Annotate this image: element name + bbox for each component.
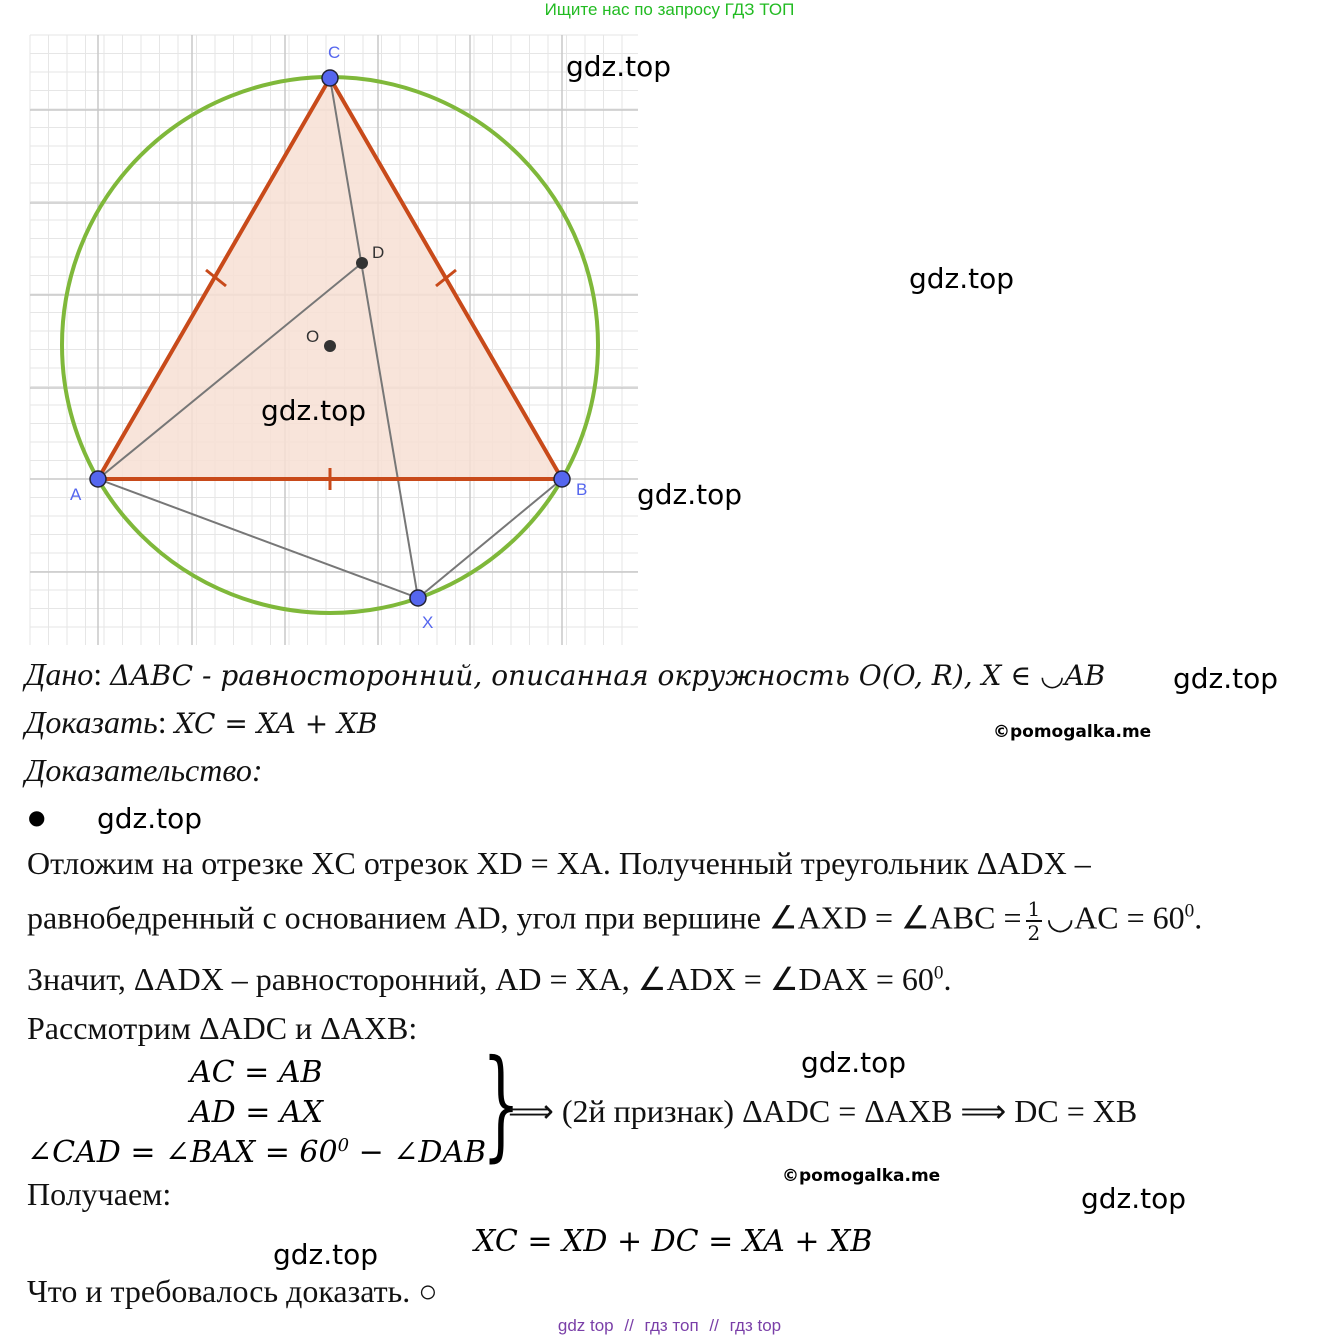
watermark-5: gdz.top [1173, 662, 1279, 695]
system-line-3 [27, 1135, 486, 1170]
label-c: C [328, 43, 341, 62]
footer-links [0, 1316, 1339, 1336]
watermark-6: gdz.top [97, 802, 203, 835]
geometry-figure [0, 0, 660, 650]
point-x [410, 590, 426, 606]
fraction-one-half [1026, 898, 1043, 944]
watermark-4: gdz.top [637, 478, 743, 511]
point-o [324, 340, 336, 352]
prove-body: XC = XA + XB [174, 707, 378, 740]
segment-bx [418, 479, 562, 598]
given-label: Дано [25, 656, 94, 692]
label-a: A [70, 485, 82, 504]
system-line-1: AC = AB [190, 1055, 323, 1090]
proof-line-2-end: ◡AC = 60 [1046, 899, 1185, 936]
system-line-3-start: ∠CAD = ∠BAX = 60 [27, 1135, 338, 1170]
period-2: . [943, 961, 952, 997]
right-brace: } [482, 1035, 521, 1174]
result-line: XC = XD + DC = XA + XB [474, 1224, 873, 1259]
watermark-3: gdz.top [261, 394, 367, 427]
fraction-denominator: 2 [1027, 921, 1041, 945]
footer-link-2[interactable]: гдз топ [644, 1316, 699, 1335]
system-line-2: AD = AX [190, 1095, 323, 1130]
given-body: ΔABC - равносторонний, описанная окружность O(O, R), X ∈ ◡AB [110, 659, 1106, 692]
prove-label: Доказать [25, 704, 158, 740]
watermark-8: gdz.top [1081, 1182, 1187, 1215]
degree-sup-1: 0 [1184, 900, 1195, 922]
proof-label: Доказательство: [25, 752, 263, 788]
system-line-3-end: − ∠DAB [349, 1135, 487, 1170]
label-d: D [372, 243, 385, 262]
proof-line-3 [27, 960, 951, 998]
label-o: O [306, 327, 320, 346]
proof-line-3-body: Значит, ΔADX – равносторонний, AD = XA, ∠ADX = ∠DAX = 60 [27, 961, 934, 997]
footer-link-3[interactable]: гдз top [729, 1316, 782, 1335]
prove-line: Доказать: XC = XA + XB [25, 704, 378, 740]
footer-sep-2: // [709, 1316, 719, 1335]
watermark-2: gdz.top [909, 262, 1015, 295]
bullet: ● [28, 805, 46, 829]
proof-line-2 [27, 898, 1202, 944]
implication-line: ⟹ (2й признак) ΔADC = ΔAXB ⟹ DC = XB [508, 1093, 1138, 1129]
label-x: X [422, 613, 434, 632]
proof-line-5: Получаем: [27, 1176, 172, 1212]
watermark-9: gdz.top [273, 1238, 379, 1271]
point-d [356, 257, 368, 269]
fraction-numerator: 1 [1027, 897, 1041, 921]
top-banner[interactable]: Ищите нас по запросу ГДЗ ТОП [544, 0, 795, 19]
period-1: . [1194, 899, 1203, 936]
point-b [554, 471, 570, 487]
given-line: Дано: ΔABC - равносторонний, описанная окружность O(O, R), X ∈ ◡AB [25, 656, 1106, 692]
point-a [90, 471, 106, 487]
degree-sup-3: 0 [337, 1135, 350, 1156]
proof-line-2-start: равнобедренный с основанием AD, угол при вершине ∠AXD = ∠ABC = [27, 899, 1022, 936]
point-c [322, 70, 338, 86]
copyright-2: ©pomogalka.me [782, 1166, 941, 1186]
footer-sep-1: // [624, 1316, 634, 1335]
footer-link-1[interactable]: gdz top [557, 1316, 614, 1335]
copyright-1: ©pomogalka.me [993, 722, 1152, 742]
watermark-1: gdz.top [566, 50, 672, 83]
label-b: B [576, 480, 588, 499]
proof-line-1: Отложим на отрезке XC отрезок XD = XA. Полученный треугольник ΔADX – [27, 845, 1091, 881]
conclusion-line: Что и требовалось доказать. ○ [27, 1273, 438, 1309]
degree-sup-2: 0 [933, 962, 944, 984]
watermark-7: gdz.top [801, 1046, 907, 1079]
proof-line-4: Рассмотрим ΔADC и ΔAXB: [27, 1010, 418, 1046]
